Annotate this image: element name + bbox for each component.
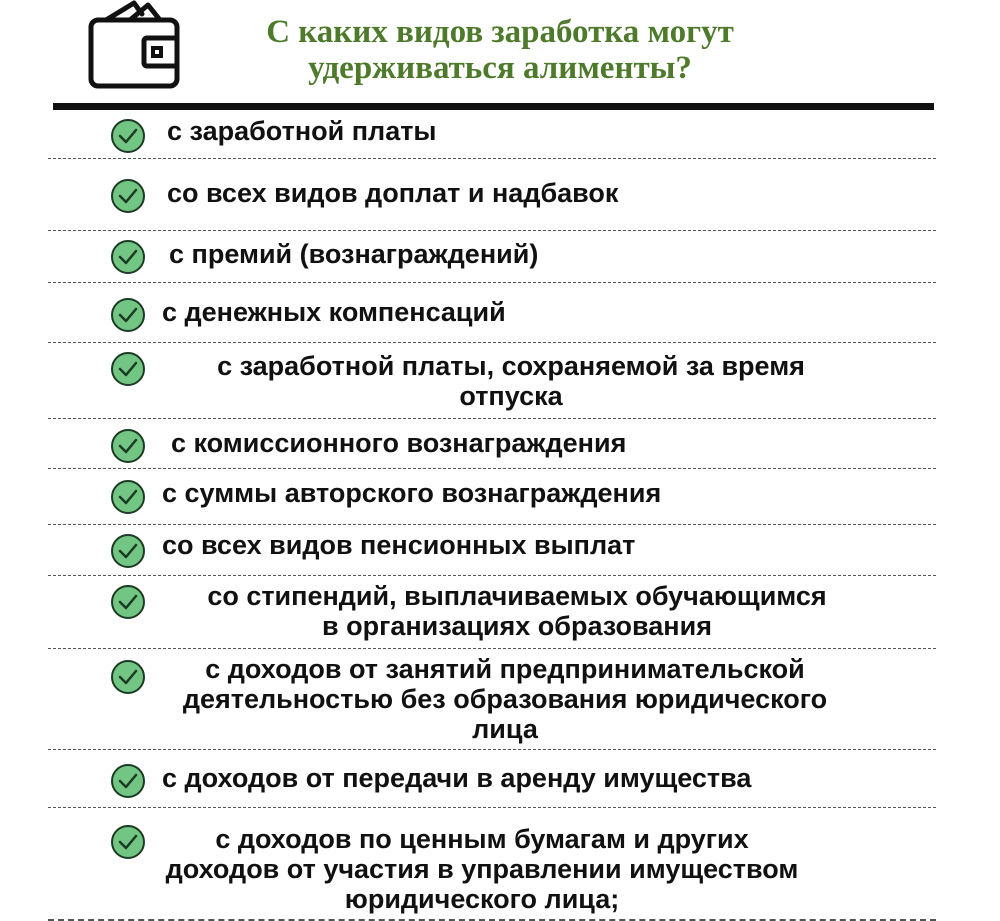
- check-icon: [110, 118, 146, 154]
- list-item: [48, 419, 936, 469]
- list-item-line: со стипендий, выплачиваемых обучающимся: [207, 581, 827, 611]
- list-item-line: лица: [472, 714, 538, 744]
- check-icon: [110, 533, 146, 569]
- wallet-icon: [84, 0, 184, 90]
- check-icon: [110, 297, 146, 333]
- list-item: [48, 110, 936, 159]
- title-line-1: С каких видов заработка могут: [266, 14, 734, 50]
- list-item: [48, 525, 936, 576]
- header: [0, 0, 1000, 110]
- list-item-line: доходов от участия в управлении имуществом: [165, 854, 799, 884]
- check-icon: [110, 428, 146, 464]
- list-item: [48, 808, 936, 921]
- list-item-label: [142, 654, 868, 744]
- list-item-line: с доходов по ценным бумагам и других: [215, 824, 749, 854]
- check-icon: [110, 659, 146, 695]
- list-item: [48, 159, 936, 231]
- list-item-label: с заработной платы: [167, 116, 437, 146]
- list-item: [48, 283, 936, 343]
- income-types-list: [48, 110, 936, 921]
- list-item-label: с премий (вознаграждений): [169, 239, 539, 269]
- list-item-line: в организациях образования: [322, 611, 712, 641]
- check-icon: [110, 479, 146, 515]
- list-item-label: со всех видов доплат и надбавок: [167, 178, 619, 208]
- list-item: [48, 231, 936, 283]
- list-item: [48, 343, 936, 419]
- list-item: [48, 750, 936, 808]
- list-item-label: [161, 581, 873, 641]
- list-item: [48, 576, 936, 649]
- check-icon: [110, 584, 146, 620]
- list-item: [48, 469, 936, 525]
- list-item-line: отпуска: [459, 381, 563, 411]
- check-icon: [110, 351, 146, 387]
- page-title: [180, 14, 820, 86]
- title-divider: [53, 103, 934, 110]
- list-item-line: с доходов от занятий предпринимательской: [205, 654, 805, 684]
- list-item-line: с заработной платы, сохраняемой за время: [217, 351, 805, 381]
- list-item: [48, 649, 936, 750]
- list-item-label: со всех видов пенсионных выплат: [162, 530, 636, 560]
- list-item-label: [158, 351, 864, 411]
- list-item-line: деятельностью без образования юридического: [182, 684, 828, 714]
- list-item-label: с суммы авторского вознаграждения: [162, 478, 662, 508]
- list-item-label: с денежных компенсаций: [162, 297, 506, 327]
- list-item-label: [118, 824, 846, 914]
- check-icon: [110, 763, 146, 799]
- check-icon: [110, 239, 146, 275]
- list-item-label: с доходов от передачи в аренду имущества: [162, 763, 752, 793]
- list-item-label: с комиссионного вознаграждения: [171, 428, 627, 458]
- list-item-line: юридического лица;: [344, 884, 620, 914]
- check-icon: [110, 178, 146, 214]
- title-line-2: удерживаться алименты?: [308, 50, 692, 86]
